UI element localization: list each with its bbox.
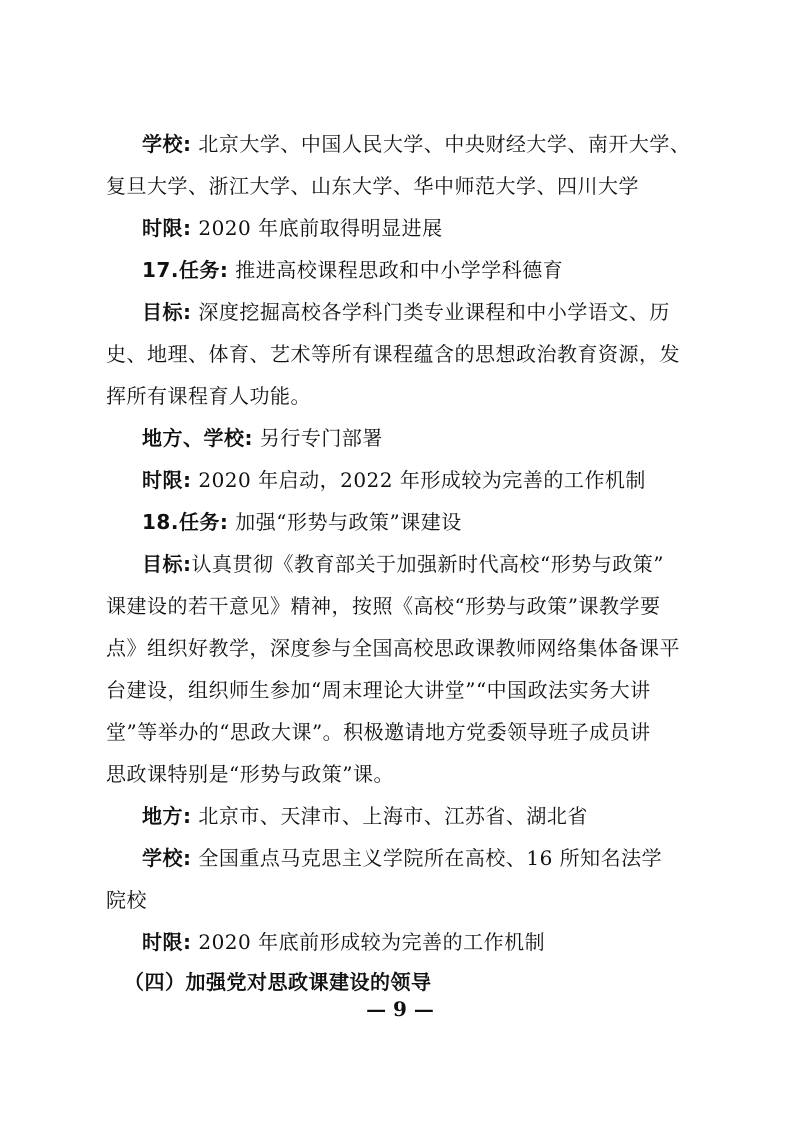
task-17-text: 推进高校课程思政和中小学学科德育 [228, 258, 564, 282]
goal-18-line-5: 堂”等举办的“思政大课”。积极邀请地方党委领导班子成员讲 [106, 720, 651, 744]
goal-18-line-2: 课建设的若干意见》精神，按照《高校“形势与政策”课教学要 [106, 594, 661, 618]
goal-18-line-3: 点》组织好教学，深度参与全国高校思政课教师网络集体备课平 [106, 636, 680, 660]
task-label: 任务: [178, 258, 229, 282]
local-18-line [142, 804, 742, 828]
goal-18-line-1 [142, 552, 742, 576]
deadline-label: 时限: [142, 930, 192, 954]
deadline-17-text: 2020 年启动，2022 年形成较为完善的工作机制 [191, 468, 646, 492]
deadline-label: 时限: [142, 216, 192, 240]
goal-label: 目标: [142, 552, 192, 576]
local-school-label: 地方、学校: [142, 426, 253, 450]
task-18-line [142, 510, 742, 534]
task-17-line [142, 258, 742, 282]
school-18-line-1 [142, 846, 742, 870]
deadline-line [142, 216, 742, 240]
school-text: 北京大学、中国人民大学、中央财经大学、南开大学、 [191, 132, 691, 156]
school-18-text-1: 全国重点马克思主义学院所在高校、16 所知名法学 [191, 846, 663, 870]
goal-label: 目标: [142, 300, 192, 324]
deadline-17-line [142, 468, 742, 492]
task-label: 任务: [178, 510, 229, 534]
school-label: 学校: [142, 846, 192, 870]
school-18-line-2: 院校 [106, 888, 147, 912]
goal-17-text-1: 深度挖掘高校各学科门类专业课程和中小学语文、历 [191, 300, 670, 324]
deadline-18-text: 2020 年底前形成较为完善的工作机制 [191, 930, 546, 954]
task-18-text: 加强“形势与政策”课建设 [228, 510, 462, 534]
goal-17-line-3: 挥所有课程育人功能。 [106, 384, 311, 408]
page-number: — 9 — [366, 997, 434, 1021]
deadline-18-line [142, 930, 742, 954]
school-label: 学校: [142, 132, 192, 156]
goal-18-text-1: 认真贯彻《教育部关于加强新时代高校“形势与政策” [191, 552, 664, 576]
local-school-17-line [142, 426, 742, 450]
task-17-number: 17. [142, 258, 179, 282]
goal-18-line-4: 台建设，组织师生参加“周末理论大讲堂”“中国政法实务大讲 [106, 678, 651, 702]
task-18-number: 18. [142, 510, 179, 534]
section-heading: （四）加强党对思政课建设的领导 [124, 970, 432, 994]
goal-17-line-2: 史、地理、体育、艺术等所有课程蕴含的思想政治教育资源，发 [106, 342, 680, 366]
goal-17-line-1 [142, 300, 742, 324]
local-school-17-text: 另行专门部署 [253, 426, 383, 450]
goal-18-line-6: 思政课特别是“形势与政策”课。 [106, 762, 394, 786]
school-line-2: 复旦大学、浙江大学、山东大学、华中师范大学、四川大学 [106, 174, 639, 198]
deadline-text: 2020 年底前取得明显进展 [191, 216, 443, 240]
deadline-label: 时限: [142, 468, 192, 492]
local-label: 地方: [142, 804, 192, 828]
local-18-text: 北京市、天津市、上海市、江苏省、湖北省 [191, 804, 588, 828]
school-line-1 [142, 132, 742, 156]
